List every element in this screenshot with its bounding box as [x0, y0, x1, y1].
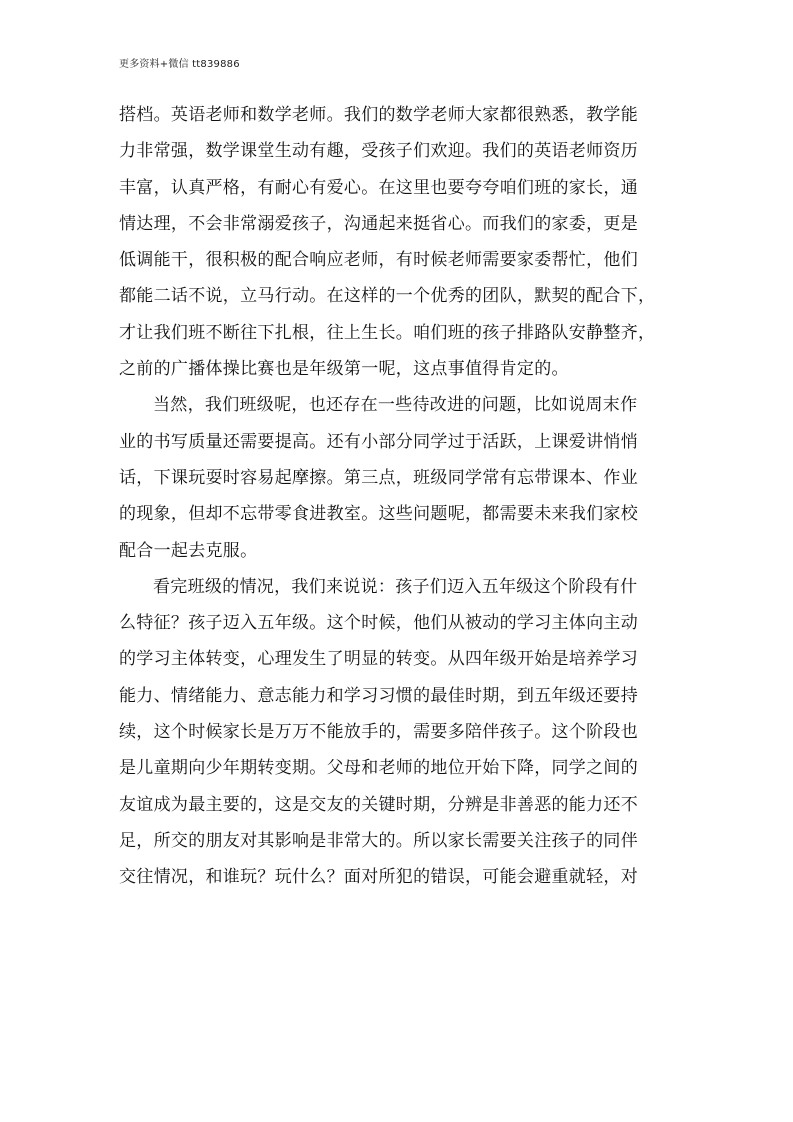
text-line: 都能二话不说，立马行动。在这样的一个优秀的团队，默契的配合下，: [119, 286, 656, 307]
text-line: 力非常强，数学课堂生动有趣，受孩子们欢迎。我们的英语老师资历: [119, 141, 638, 162]
text-line: 的现象，但却不忘带零食进教室。这些问题呢，都需要未来我们家校: [119, 504, 638, 525]
document-body: [119, 97, 679, 896]
paragraph-1: [119, 97, 679, 387]
text-line: 当然，我们班级呢，也还存在一些待改进的问题，比如说周末作: [153, 395, 638, 416]
text-line: 的学习主体转变，心理发生了明显的转变。从四年级开始是培养学习: [119, 649, 638, 670]
header-contact-note: 更多资料+微信 tt839886: [119, 59, 240, 70]
text-line: 配合一起去克服。: [119, 540, 258, 561]
text-line: 么特征？孩子迈入五年级。这个时候，他们从被动的学习主体向主动: [119, 613, 638, 634]
paragraph-3: [119, 569, 679, 896]
text-line: 看完班级的情况，我们来说说：孩子们迈入五年级这个阶段有什: [153, 576, 638, 597]
paragraph-2: [119, 387, 679, 568]
text-line: 低调能干，很积极的配合响应老师，有时候老师需要家委帮忙，他们: [119, 250, 638, 271]
text-line: 业的书写质量还需要提高。还有小部分同学过于活跃，上课爱讲悄悄: [119, 431, 638, 452]
text-line: 情达理，不会非常溺爱孩子，沟通起来挺省心。而我们的家委，更是: [119, 213, 638, 234]
text-line: 丰富，认真严格，有耐心有爱心。在这里也要夸夸咱们班的家长，通: [119, 177, 638, 198]
text-line: 才让我们班不断往下扎根，往上生长。咱们班的孩子排路队安静整齐，: [119, 322, 656, 343]
text-line: 友谊成为最主要的，这是交友的关键时期，分辨是非善恶的能力还不: [119, 794, 638, 815]
text-line: 话，下课玩耍时容易起摩擦。第三点，班级同学常有忘带课本、作业: [119, 467, 638, 488]
text-line: 足，所交的朋友对其影响是非常大的。所以家长需要关注孩子的同伴: [119, 830, 638, 851]
text-line: 是儿童期向少年期转变期。父母和老师的地位开始下降，同学之间的: [119, 758, 638, 779]
text-line: 能力、情绪能力、意志能力和学习习惯的最佳时期，到五年级还要持: [119, 685, 638, 706]
text-line: 续，这个时候家长是万万不能放手的，需要多陪伴孩子。这个阶段也: [119, 722, 638, 743]
text-line: 交往情况，和谁玩？玩什么？面对所犯的错误，可能会避重就轻，对: [119, 867, 638, 888]
text-line: 之前的广播体操比赛也是年级第一呢，这点事值得肯定的。: [119, 359, 569, 380]
text-line: 搭档。英语老师和数学老师。我们的数学老师大家都很熟悉，教学能: [119, 105, 638, 125]
